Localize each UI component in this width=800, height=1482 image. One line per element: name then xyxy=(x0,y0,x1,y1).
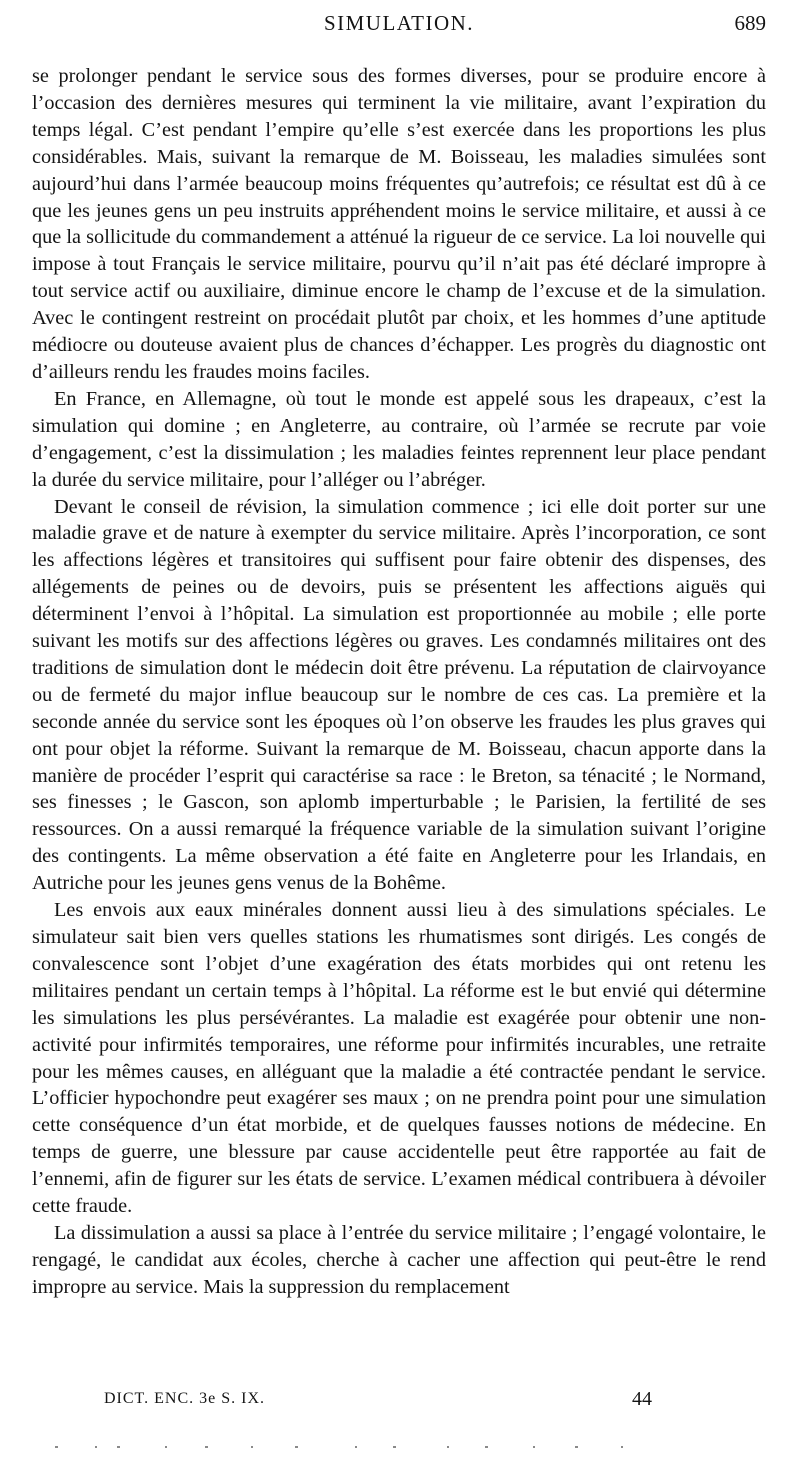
paragraph-4: Les envois aux eaux minérales donnent aussi lieu à des simulations spéciales. Le simulateur sait bien vers quelles stations les rhumatismes sont dirigés. Les congés de convalescence sont l’objet d’une exagération des états morbides qui ont retenu les militaires pendant un certain temps à l’hôpital. La réforme est le but envié qui détermine les simulations les plus persévérantes. La maladie est exagérée pour obtenir une non-activité pour infirmités temporaires, une réforme pour infirmités incurables, une retraite pour les mêmes causes, en alléguant que la maladie a été contractée pendant le service. L’officier hypochondre peut exagérer ses maux ; on ne prendra point pour une simulation cette conséquence d’un état morbide, et de quelques fausses notions de médecine. En temps de guerre, une blessure par cause accidentelle peut être rapportée au fait de l’ennemi, afin de figurer sur les états de service. L’examen médical contribuera à dévoiler cette fraude. xyxy=(32,899,766,1218)
paragraph-1: se prolonger pendant le service sous des formes diverses, pour se produire encore à l’occasion des dernières mesures qui terminent la vie militaire, avant l’expiration du temps légal. C’est pendant l’empire qu’elle s’est exercée dans les proportions les plus considérables. Mais, suivant la remarque de M. Boisseau, les maladies simulées sont aujourd’hui dans l’armée beaucoup moins fréquentes qu’autrefois; ce résultat est dû à ce que les jeunes gens un peu instruits appréhendent moins le service militaire, et aussi à ce que la sollicitude du commandement a atténué la rigueur de ce service. La loi nouvelle qui impose à tout Français le service militaire, pourvu qu’il n’ait pas été déclaré impropre à tout service actif ou auxiliaire, diminue encore le champ de l’excuse et de la simulation. Avec le contingent restreint on procédait plutôt par choix, et les hommes d’une aptitude médiocre ou douteuse avaient plus de chances d’échapper. Les progrès du diagnostic ont d’ailleurs rendu les fraudes moins faciles. xyxy=(32,65,766,383)
running-title: SIMULATION. xyxy=(323,11,475,35)
signature-number: 44 xyxy=(632,1388,652,1410)
paragraph-5: La dissimulation a aussi sa place à l’entrée du service militaire ; l’engagé volontaire, le rengagé, le candidat aux écoles, cherche à cacher une affection qui peut-être le rend impropre au service. Mais la suppression du remplacement xyxy=(32,1221,766,1298)
body-text xyxy=(32,63,766,1301)
signature-mark: DICT. ENC. 3e S. IX. xyxy=(104,1390,266,1407)
paragraph-2: En France, en Allemagne, où tout le monde est appelé sous les drapeaux, c’est la simulation qui domine ; en Angleterre, au contraire, où l’armée se recrute par voie d’engagement, c’est la dissimulation ; les maladies feintes reprennent leur place pendant la durée du service militaire, pour l’alléger ou l’abréger. xyxy=(32,387,766,491)
page-number: 689 xyxy=(734,11,766,35)
paragraph-3: Devant le conseil de révision, la simulation commence ; ici elle doit porter sur une maladie grave et de nature à exempter du service militaire. Après l’incorporation, ce sont les affections légères et transitoires qui suffisent pour faire obtenir des dispenses, des allégements de peines ou de devoirs, puis se présentent les affections aiguës qui déterminent l’envoi à l’hôpital. La simulation est proportionnée au mobile ; elle porte suivant les motifs sur des affections légères ou graves. Les condamnés militaires ont des traditions de simulation dont le médecin doit être prévenu. La réputation de clairvoyance ou de fermeté du major influe beaucoup sur le nombre de ces cas. La première et la seconde année du service sont les époques où l’on observe les fraudes les plus graves qui ont pour objet la réforme. Suivant la remarque de M. Boisseau, chacun apporte dans la manière de procéder l’esprit qui caractérise sa race : le Breton, sa ténacité ; le Normand, ses finesses ; le Gascon, son aplomb imperturbable ; le Parisien, la fertilité de ses ressources. On a aussi remarqué la fréquence variable de la simulation suivant l’origine des contingents. La même observation a été faite en Angleterre pour les Irlandais, en Autriche pour les jeunes gens venus de la Bohême. xyxy=(32,495,766,895)
signature-line xyxy=(32,1384,766,1414)
running-head xyxy=(32,6,766,40)
bleed-through-specks xyxy=(55,1443,655,1451)
